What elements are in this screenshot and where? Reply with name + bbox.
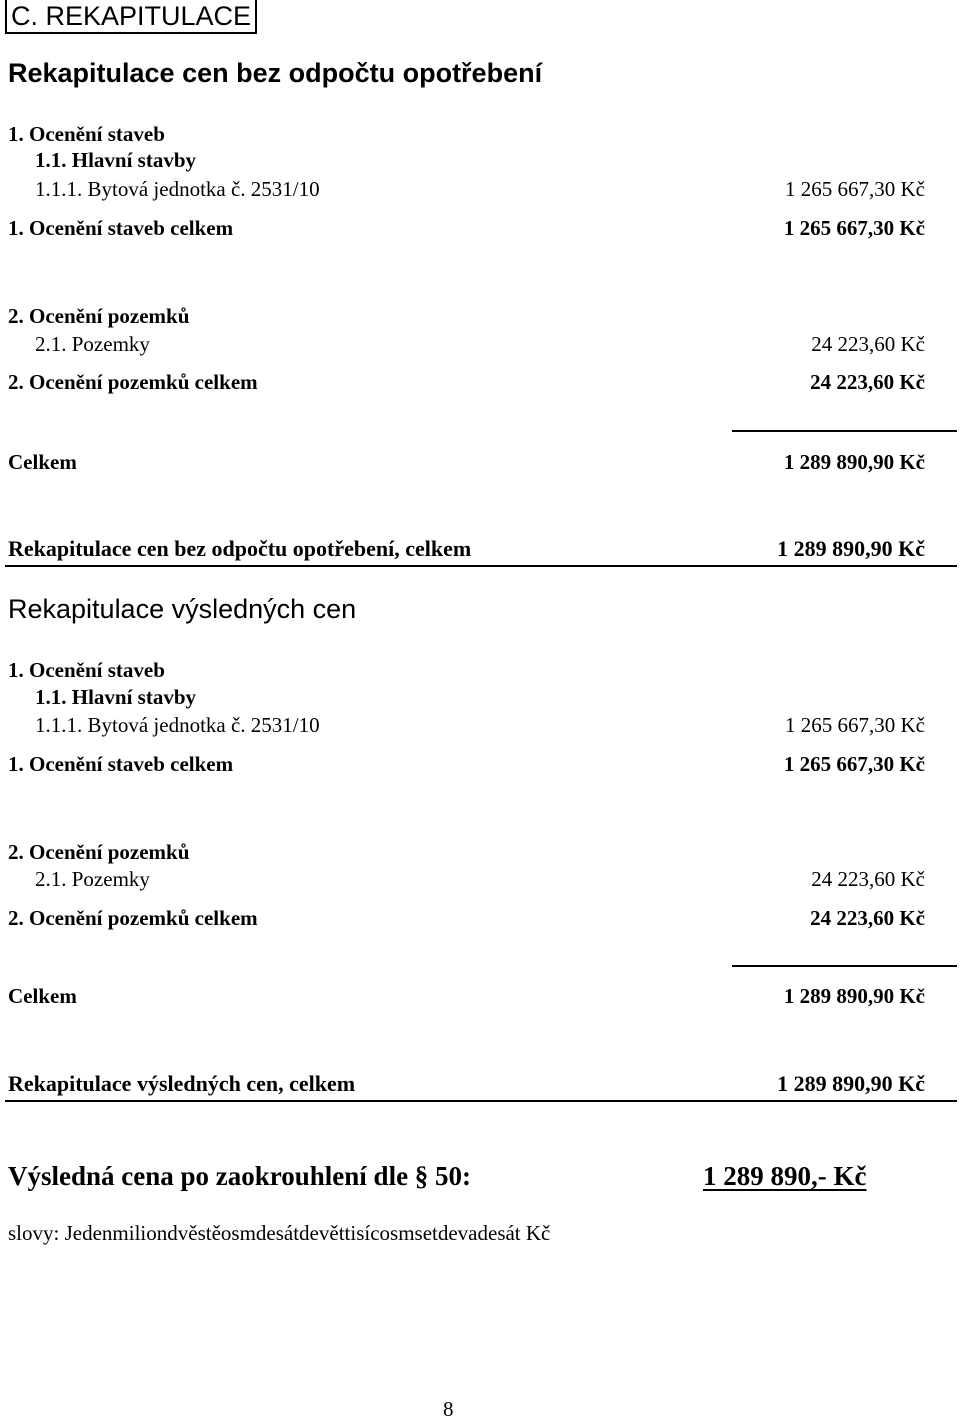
part2-summary-value: 1 289 890,90 Kč xyxy=(777,1071,925,1096)
summary-underline xyxy=(5,1100,957,1102)
subtotal-rule xyxy=(732,965,957,967)
part2-celkem-label: Celkem xyxy=(8,984,77,1008)
final-price-value: 1 289 890,- Kč xyxy=(703,1161,867,1191)
part1-celkem-value: 1 289 890,90 Kč xyxy=(783,450,925,474)
final-price-label: Výsledná cena po zaokrouhlení dle § 50: xyxy=(8,1161,472,1191)
part2-celkem-value: 1 289 890,90 Kč xyxy=(783,984,925,1008)
part2-pozemky-header: 2. Ocenění pozemků xyxy=(8,840,190,864)
part1-celkem-label: Celkem xyxy=(8,450,77,474)
part2-pozemky-value: 24 223,60 Kč xyxy=(811,867,925,891)
part1-stavby-header: 1. Ocenění staveb xyxy=(8,122,165,146)
part2-stavby-total-value: 1 265 667,30 Kč xyxy=(783,752,925,776)
part1-stavby-total-label: 1. Ocenění staveb celkem xyxy=(8,216,234,240)
part1-summary-label: Rekapitulace cen bez odpočtu opotřebení, celkem xyxy=(8,536,472,561)
part1-pozemky-label: 2.1. Pozemky xyxy=(35,332,150,356)
part1-summary-value: 1 289 890,90 Kč xyxy=(777,536,925,561)
part1-jednotka-label: 1.1.1. Bytová jednotka č. 2531/10 xyxy=(35,177,320,201)
part2-summary-label: Rekapitulace výsledných cen, celkem xyxy=(8,1071,356,1096)
price-in-words: slovy: Jedenmiliondvěstěosmdesátdevěttisícosmsetdevadesát Kč xyxy=(8,1221,551,1245)
part1-jednotka-value: 1 265 667,30 Kč xyxy=(785,177,925,201)
part2-hlavni-stavby: 1.1. Hlavní stavby xyxy=(35,685,197,709)
subtotal-rule xyxy=(732,430,957,432)
part1-hlavni-stavby: 1.1. Hlavní stavby xyxy=(35,148,197,172)
part1-stavby-total-value: 1 265 667,30 Kč xyxy=(783,216,925,240)
part2-title: Rekapitulace výsledných cen xyxy=(8,594,357,624)
part1-pozemky-value: 24 223,60 Kč xyxy=(811,332,925,356)
summary-underline xyxy=(5,565,957,567)
part2-jednotka-label: 1.1.1. Bytová jednotka č. 2531/10 xyxy=(35,713,320,737)
part1-title: Rekapitulace cen bez odpočtu opotřebení xyxy=(8,58,543,88)
part2-pozemky-label: 2.1. Pozemky xyxy=(35,867,150,891)
part2-stavby-total-label: 1. Ocenění staveb celkem xyxy=(8,752,234,776)
part1-pozemky-total-label: 2. Ocenění pozemků celkem xyxy=(8,370,258,394)
part1-pozemky-total-value: 24 223,60 Kč xyxy=(810,370,925,394)
part2-pozemky-total-value: 24 223,60 Kč xyxy=(810,906,925,930)
section-title: C. REKAPITULACE xyxy=(5,0,257,34)
page-number: 8 xyxy=(443,1397,454,1421)
part2-pozemky-total-label: 2. Ocenění pozemků celkem xyxy=(8,906,258,930)
part2-jednotka-value: 1 265 667,30 Kč xyxy=(785,713,925,737)
part1-pozemky-header: 2. Ocenění pozemků xyxy=(8,304,190,328)
part2-stavby-header: 1. Ocenění staveb xyxy=(8,658,165,682)
